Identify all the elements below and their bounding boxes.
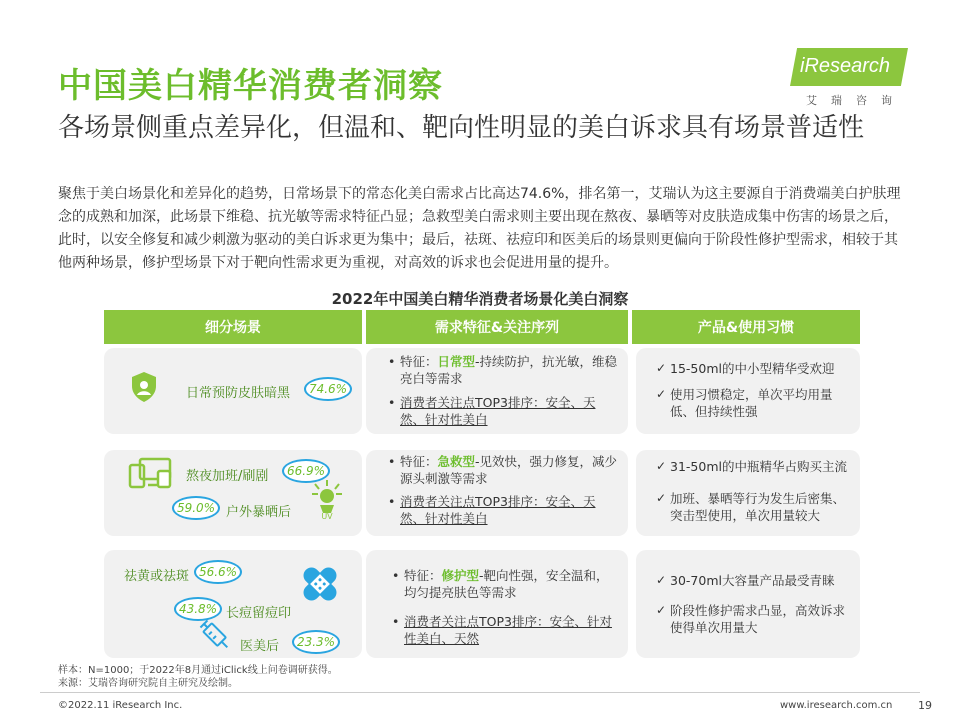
habit-text: 15-50ml的中小型精华受欢迎 (670, 361, 835, 376)
bandage-icon (298, 562, 342, 606)
feature-item (392, 567, 620, 601)
scene-label: 户外暴晒后 (226, 505, 292, 520)
scene-label: 日常预防皮肤暗黑 (186, 386, 291, 401)
table-title: 2022年中国美白精华消费者场景化美白洞察 (331, 290, 629, 308)
check-icon: ✓ (656, 603, 667, 617)
habit-item (656, 572, 850, 589)
scene-label: 长痘留痘印 (226, 606, 292, 621)
habit-text: 阶段性修护需求凸显，高效诉求使得单次用量大 (670, 603, 846, 635)
footnote-source: 来源：艾瑞咨询研究院自主研究及绘制。 (58, 678, 238, 689)
habit-text: 使用习惯稳定，单次平均用量低、但持续性强 (670, 387, 833, 419)
focus-item (388, 493, 620, 527)
feature-item (388, 353, 620, 387)
focus-item (388, 394, 620, 428)
scene-percent: 74.6% (304, 377, 352, 401)
habit-item (656, 490, 850, 524)
header-habits: 产品&使用习惯 (632, 310, 860, 344)
feature-type: 修护型 (441, 568, 480, 583)
scene-percent: 56.6% (194, 560, 242, 584)
page-subtitle: 各场景侧重点差异化，但温和、靶向性明显的美白诉求具有场景普适性 (58, 113, 865, 143)
footnote-sample: 样本：N=1000；于2022年8月通过iClick线上问卷调研获得。 (58, 665, 338, 676)
check-icon: ✓ (656, 459, 667, 473)
body-paragraph: 聚焦于美白场景化和差异化的趋势，日常场景下的常态化美白需求占比高达74.6%，排名第一，艾瑞认为这主要源自于消费端美白护肤理念的成熟和加深，此场景下维稳、抗光敏等需求特征凸显；急救型美白需求则主要出现在熬夜、暴晒等对皮肤造成集中伤害的场景之后，此时，以安全修复和减少刺激为驱动的美白诉求更为集中；最后，祛斑、祛痘印和医美后的场景则更偏向于阶段性修护型需求，相较于其他两种场景，修护型场景下对于靶向性需求更为重视，对高效的诉求也会促进用量的提升。 (58, 186, 901, 271)
scene-label: 熬夜加班/刷剧 (186, 469, 269, 484)
feature-prefix: 特征： (404, 568, 442, 583)
copyright: ©2022.11 iResearch Inc. (58, 700, 183, 711)
scene-percent: 59.0% (172, 496, 220, 520)
focus-text: 消费者关注点TOP3排序：安全、针对性美白、天然 (404, 614, 612, 646)
feature-prefix: 特征： (400, 454, 438, 469)
check-icon: ✓ (656, 573, 667, 587)
scene-label: 祛黄或祛斑 (124, 569, 190, 584)
devices-icon (128, 457, 176, 489)
scene-percent: 23.3% (292, 630, 340, 654)
iresearch-logo (790, 48, 908, 108)
habit-text: 30-70ml大容量产品最受青睐 (670, 573, 835, 588)
feature-item (388, 453, 620, 487)
check-icon: ✓ (656, 491, 667, 505)
bullet-dot-icon: • (392, 614, 400, 629)
feature-desc: -持续防护，抗光敏，维稳亮白等需求 (400, 354, 618, 386)
shield-icon (130, 371, 158, 403)
svg-text:UV: UV (321, 512, 333, 520)
habit-text: 加班、暴晒等行为发生后密集、突击型使用，单次用量较大 (670, 491, 846, 523)
focus-item (392, 613, 620, 647)
page-title: 中国美白精华消费者洞察 (58, 66, 443, 106)
header-scene: 细分场景 (104, 310, 362, 344)
logo-text: iResearch (800, 55, 891, 77)
logo-subtext: 艾瑞咨询 (806, 94, 906, 107)
feature-prefix: 特征： (400, 354, 438, 369)
footnote (58, 664, 338, 690)
check-icon: ✓ (656, 387, 667, 401)
bullet-dot-icon: • (388, 454, 396, 469)
feature-desc: -见效快，强力修复，减少源头刺激等需求 (400, 454, 618, 486)
bullet-dot-icon: • (388, 494, 396, 509)
check-icon: ✓ (656, 361, 667, 375)
bullet-dot-icon: • (388, 354, 396, 369)
feature-type: 急救型 (437, 454, 476, 469)
focus-text: 消费者关注点TOP3排序：安全、天然、针对性美白 (400, 494, 596, 526)
bullet-dot-icon: • (392, 568, 400, 583)
habit-text: 31-50ml的中瓶精华占购买主流 (670, 459, 847, 474)
bullet-dot-icon: • (388, 395, 396, 410)
scene-label: 医美后 (240, 639, 280, 654)
footer-divider (40, 692, 920, 693)
website-link[interactable]: www.iresearch.com.cn (780, 700, 893, 711)
habit-item (656, 386, 850, 420)
focus-text: 消费者关注点TOP3排序：安全、天然、针对性美白 (400, 395, 596, 427)
scene-percent: 43.8% (174, 597, 222, 621)
habit-item (656, 458, 850, 475)
habit-item (656, 360, 850, 377)
feature-type: 日常型 (437, 354, 476, 369)
habit-item (656, 602, 850, 636)
page-number: 19 (918, 699, 932, 712)
header-features: 需求特征&关注序列 (366, 310, 628, 344)
scene-percent: 66.9% (282, 459, 330, 483)
syringe-icon (198, 618, 234, 654)
sun-icon (310, 478, 344, 520)
feature-desc: -靶向性强，安全温和，均匀提亮肤色等需求 (404, 568, 609, 600)
